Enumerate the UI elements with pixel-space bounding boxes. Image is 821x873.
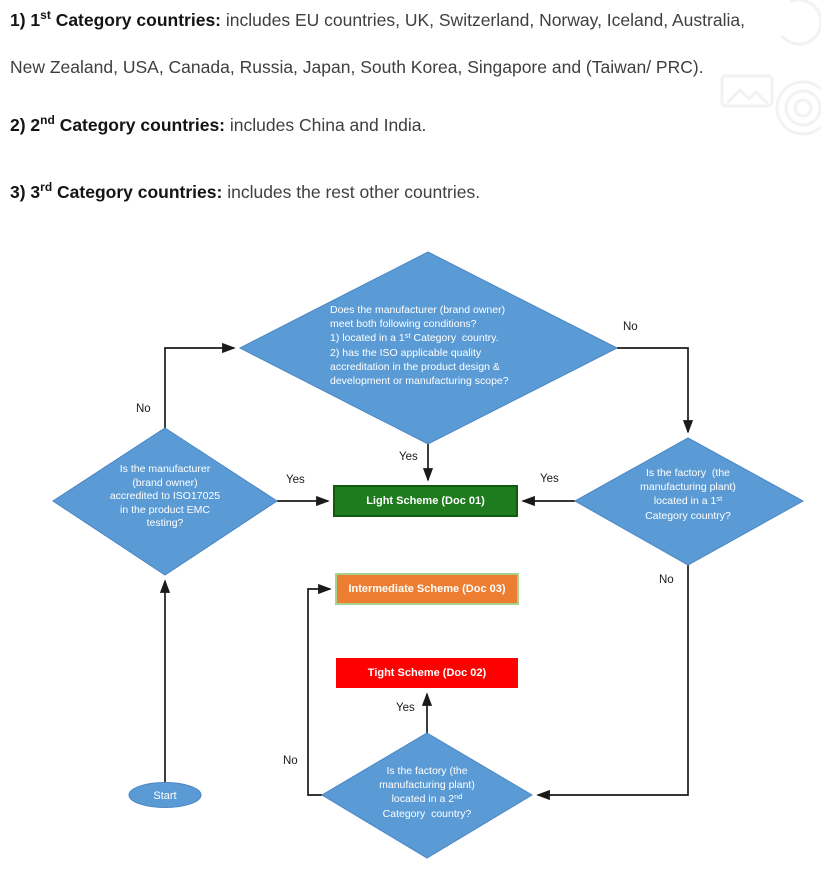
category-1-description: includes EU countries, UK, Switzerland, Norway, Iceland, Australia, (221, 10, 745, 30)
top-diamond-text (330, 303, 540, 388)
category-1-description-line2: New Zealand, USA, Canada, Russia, Japan, South Korea, Singapore and (Taiwan/ PRC). (10, 57, 704, 77)
top-diamond-line2: meet both following conditions? (330, 318, 477, 330)
category-1-title: Category countries: (50, 10, 222, 30)
intermediate-scheme-label: Intermediate Scheme (Doc 03) (348, 583, 506, 595)
category-2-ordinal-suffix: nd (40, 113, 55, 127)
connector-top-diamond-no-to-right-diamond (617, 348, 688, 432)
connector-right-diamond-no-to-bottom-diamond (538, 565, 688, 795)
connector-left-diamond-no-to-top-diamond (165, 348, 234, 428)
top-diamond-line1: Does the manufacturer (brand owner) (330, 304, 506, 316)
bottom-diamond-text: Is the factory (the manufacturing plant) located in a 2nd Category country? (327, 764, 527, 821)
edge-label-yes-left: Yes (286, 474, 305, 486)
category-2-title: Category countries: (54, 115, 226, 135)
category-3-title: Category countries: (52, 182, 223, 202)
left-diamond-text: Is the manufacturer (brand owner) accredited to ISO17025 in the product EMC testing? (109, 463, 221, 530)
watermark-broadcast-ring-outer (777, 82, 821, 134)
edge-label-yes-bottom: Yes (396, 702, 415, 714)
edge-label-no-right: No (659, 574, 674, 586)
top-diamond-line4: 2) has the ISO applicable quality (330, 347, 482, 359)
right-diamond-text: Is the factory (the manufacturing plant) located in a 1st Category country? (588, 466, 788, 523)
bottom-diamond-line3: located in a 2nd (391, 791, 463, 805)
category-3-description: includes the rest other countries. (222, 182, 481, 202)
watermark-broadcast-icon (795, 100, 811, 116)
category-1-ordinal-suffix: st (40, 8, 51, 22)
top-diamond-line6: development or manufacturing scope? (330, 375, 509, 387)
top-diamond-line5: accreditation in the product design & (330, 361, 500, 373)
watermark-mountain (727, 90, 768, 104)
watermark-icons (722, 0, 821, 134)
category-3-ordinal-suffix: rd (40, 180, 53, 194)
watermark-swirl (782, 0, 821, 44)
edge-label-no-bottom-left: No (283, 755, 298, 767)
category-2-description: includes China and India. (225, 115, 427, 135)
watermark-broadcast-ring (786, 91, 820, 125)
category-1-number: 1) 1 (10, 10, 41, 30)
edge-label-yes-right: Yes (540, 473, 559, 485)
right-diamond-line3: located in a 1st (653, 493, 723, 507)
edge-label-no-left: No (136, 403, 151, 415)
category-2-number: 2) 2 (10, 115, 41, 135)
start-label: Start (153, 789, 177, 802)
top-diamond-line3: 1) located in a 1st Category country. (330, 330, 499, 344)
tight-scheme-label: Tight Scheme (Doc 02) (367, 667, 487, 679)
edge-label-yes-center: Yes (399, 451, 418, 463)
edge-label-no-top-right: No (623, 321, 638, 333)
category-3-number: 3) 3 (10, 182, 41, 202)
light-scheme-label: Light Scheme (Doc 01) (366, 495, 485, 507)
